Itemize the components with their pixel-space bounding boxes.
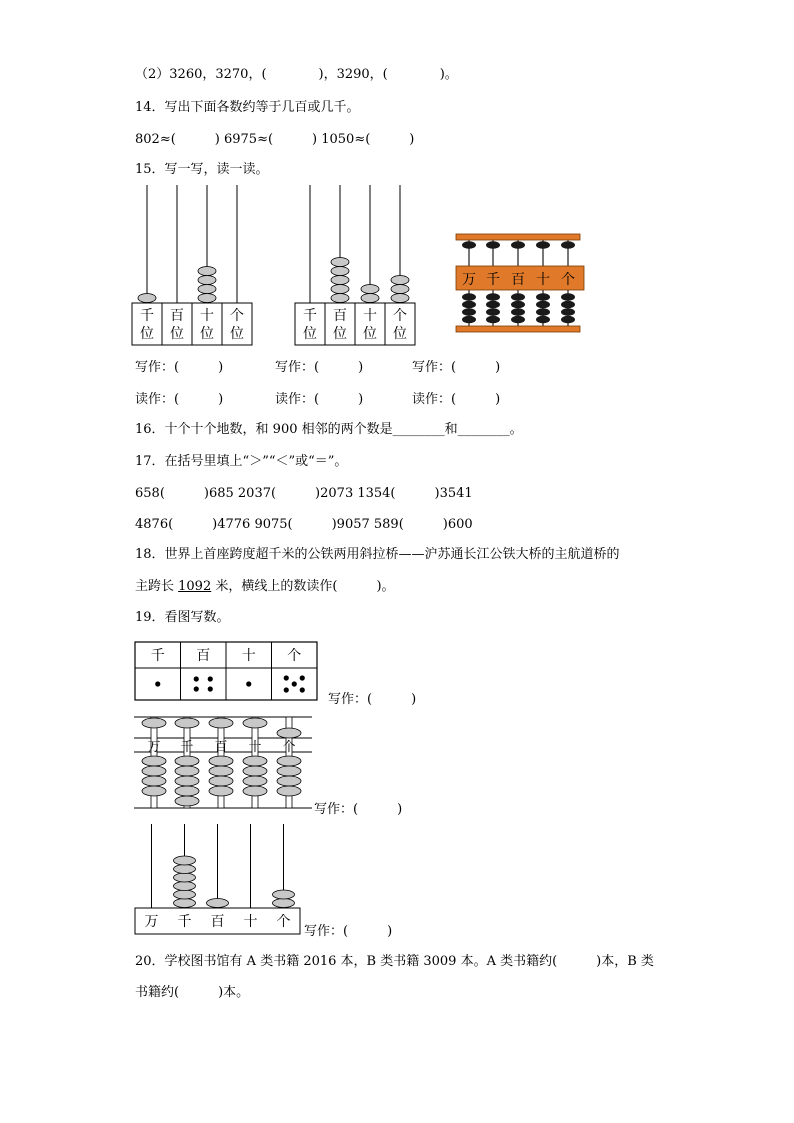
abacus-lower-bead xyxy=(243,756,267,766)
dot-table-dot xyxy=(208,676,213,681)
abacus-label-bottom: 位 xyxy=(393,326,407,342)
abacus-bead xyxy=(391,285,409,294)
abacus-bead xyxy=(198,294,216,303)
abacus-lower-bead xyxy=(243,786,267,796)
abacus-lower-bead xyxy=(175,786,199,796)
abacus-label: 千 xyxy=(180,740,194,755)
abacus-bead xyxy=(273,890,295,899)
suanpan-top-bar xyxy=(456,234,580,240)
suanpan-bottom-bar xyxy=(456,326,580,332)
abacus-bead xyxy=(391,294,409,303)
dot-table-dot xyxy=(284,687,289,692)
q18-prefix: 主跨长 xyxy=(135,579,179,594)
q17-row1: 658( )685 2037( )2073 1354( )3541 xyxy=(135,486,473,501)
suanpan-lower-bead xyxy=(536,293,550,301)
place-value-dot-table xyxy=(134,641,320,705)
q15-write-2: 写作：( ) xyxy=(275,360,364,375)
suanpan-abacus xyxy=(452,230,592,340)
suanpan-lower-bead xyxy=(462,293,476,301)
dot-table-dot xyxy=(300,675,305,680)
abacus-bead xyxy=(138,294,156,303)
abacus-bead xyxy=(331,258,349,267)
counting-abacus-5-rods xyxy=(134,824,302,936)
abacus-lower-bead xyxy=(209,776,233,786)
dot-table-dot xyxy=(292,681,297,686)
q13-part2: （2）3260，3270，( )，3290，( )。 xyxy=(135,67,458,82)
abacus-bead xyxy=(174,873,196,882)
suanpan-lower-bead xyxy=(561,316,575,324)
abacus-label: 个 xyxy=(276,914,291,930)
abacus-bead xyxy=(331,276,349,285)
dot-table-dot xyxy=(155,681,160,686)
abacus-label-top: 个 xyxy=(393,308,407,324)
abacus-label: 个 xyxy=(282,740,296,755)
suanpan-lower-bead xyxy=(486,308,500,316)
suanpan-lower-bead xyxy=(536,301,550,309)
abacus-label-bottom: 位 xyxy=(140,326,154,342)
abacus-label-top: 百 xyxy=(170,308,184,324)
suanpan-lower-bead xyxy=(511,293,525,301)
q19-write-1: 写作：( ) xyxy=(328,692,417,707)
abacus-lower-bead xyxy=(142,756,166,766)
suanpan-lower-bead xyxy=(486,316,500,324)
abacus-bead xyxy=(174,899,196,908)
abacus-bead xyxy=(174,856,196,865)
q18-underlined-number: 1092 xyxy=(178,579,212,594)
abacus-bead xyxy=(198,276,216,285)
suanpan-upper-bead xyxy=(536,241,550,249)
abacus-label: 万 xyxy=(147,740,161,755)
suanpan-lower-bead xyxy=(561,301,575,309)
abacus-label-bottom: 位 xyxy=(170,326,184,342)
abacus-label-bottom: 位 xyxy=(230,326,244,342)
abacus-lower-bead xyxy=(175,796,199,806)
suanpan-upper-bead xyxy=(486,241,500,249)
suanpan-upper-bead xyxy=(462,241,476,249)
abacus-bead xyxy=(331,267,349,276)
dot-table-header: 千 xyxy=(150,648,165,664)
suanpan-lower-bead xyxy=(511,308,525,316)
abacus-lower-bead xyxy=(277,766,301,776)
abacus-label: 十 xyxy=(248,740,262,755)
dot-table-dot xyxy=(208,686,213,691)
abacus-lower-bead xyxy=(209,786,233,796)
abacus-label: 千 xyxy=(177,914,192,930)
abacus-label-top: 十 xyxy=(200,308,214,324)
suanpan-lower-bead xyxy=(462,316,476,324)
abacus-thousands-hundreds-1 xyxy=(130,185,262,350)
abacus-label-top: 百 xyxy=(333,308,347,324)
abacus-label: 百 xyxy=(214,740,228,755)
suanpan-label: 千 xyxy=(486,272,500,288)
abacus-lower-bead xyxy=(142,786,166,796)
abacus-upper-bead xyxy=(175,718,199,728)
suanpan-upper-bead xyxy=(561,241,575,249)
abacus-label-top: 十 xyxy=(363,308,377,324)
abacus-bead xyxy=(207,899,229,908)
suanpan-lower-bead xyxy=(536,316,550,324)
abacus-lower-bead xyxy=(175,776,199,786)
abacus-lower-bead xyxy=(243,766,267,776)
abacus-label-top: 千 xyxy=(140,308,154,324)
q15-write-1: 写作：( ) xyxy=(135,360,224,375)
dot-table-dot xyxy=(300,687,305,692)
abacus-label: 十 xyxy=(243,914,258,930)
suanpan-lower-bead xyxy=(462,301,476,309)
dot-table-header: 个 xyxy=(287,648,302,664)
abacus-label-bottom: 位 xyxy=(303,326,317,342)
suanpan-lower-bead xyxy=(486,293,500,301)
abacus-lower-bead xyxy=(209,756,233,766)
abacus-thousands-hundreds-2 xyxy=(293,185,425,350)
q18-suffix: 米，横线上的数读作( )。 xyxy=(211,579,395,594)
abacus-bead xyxy=(331,285,349,294)
abacus-lower-bead xyxy=(142,776,166,786)
abacus-bead xyxy=(361,294,379,303)
q15-read-1: 读作：( ) xyxy=(135,392,224,407)
q15-title: 15．写一写，读一读。 xyxy=(135,162,269,177)
suanpan-lower-bead xyxy=(511,316,525,324)
q15-write-3: 写作：( ) xyxy=(412,360,501,375)
abacus-upper-bead xyxy=(243,718,267,728)
suanpan-lower-bead xyxy=(536,308,550,316)
abacus-bead xyxy=(273,899,295,908)
abacus-lower-bead xyxy=(209,766,233,776)
dot-table-header: 百 xyxy=(196,648,211,664)
abacus-lower-bead xyxy=(277,776,301,786)
q18-line1: 18．世界上首座跨度超千米的公铁两用斜拉桥——沪苏通长江公铁大桥的主航道桥的 xyxy=(135,547,620,562)
abacus-upper-bead xyxy=(209,718,233,728)
q15-read-2: 读作：( ) xyxy=(275,392,364,407)
gray-suanpan-abacus xyxy=(134,714,314,814)
q19-write-3: 写作：( ) xyxy=(304,924,393,939)
abacus-lower-bead xyxy=(175,766,199,776)
abacus-upper-bead xyxy=(142,718,166,728)
dot-table-dot xyxy=(194,676,199,681)
q19-title: 19．看图写数。 xyxy=(135,610,230,625)
abacus-label-top: 千 xyxy=(303,308,317,324)
abacus-bead xyxy=(361,285,379,294)
dot-table-dot xyxy=(246,681,251,686)
suanpan-label: 十 xyxy=(536,272,550,288)
abacus-bead xyxy=(174,865,196,874)
abacus-label-bottom: 位 xyxy=(363,326,377,342)
suanpan-lower-bead xyxy=(486,301,500,309)
abacus-bead xyxy=(174,890,196,899)
abacus-label-bottom: 位 xyxy=(333,326,347,342)
dot-table-dot xyxy=(284,675,289,680)
abacus-bead xyxy=(331,294,349,303)
q16: 16．十个十个地数，和 900 相邻的两个数是________和________。 xyxy=(135,422,523,437)
suanpan-lower-bead xyxy=(462,308,476,316)
abacus-upper-bead xyxy=(277,728,301,738)
suanpan-lower-bead xyxy=(511,301,525,309)
q15-read-3: 读作：( ) xyxy=(412,392,501,407)
abacus-bead xyxy=(174,882,196,891)
abacus-lower-bead xyxy=(243,776,267,786)
abacus-lower-bead xyxy=(277,786,301,796)
abacus-bead xyxy=(198,267,216,276)
q14-items: 802≈( ) 6975≈( ) 1050≈( ) xyxy=(135,132,415,147)
q18-line2 xyxy=(135,579,395,595)
abacus-label: 万 xyxy=(144,914,159,930)
abacus-label-top: 个 xyxy=(230,308,244,324)
abacus-lower-bead xyxy=(142,766,166,776)
suanpan-lower-bead xyxy=(561,308,575,316)
dot-table-header: 十 xyxy=(241,648,256,664)
q14-title: 14．写出下面各数约等于几百或几千。 xyxy=(135,100,360,115)
q20-line2: 书籍约( )本。 xyxy=(135,985,250,1000)
abacus-bead xyxy=(391,276,409,285)
abacus-lower-bead xyxy=(277,756,301,766)
suanpan-label: 百 xyxy=(511,272,525,288)
abacus-lower-bead xyxy=(175,756,199,766)
q17-row2: 4876( )4776 9075( )9057 589( )600 xyxy=(135,517,473,532)
abacus-label-bottom: 位 xyxy=(200,326,214,342)
abacus-label: 百 xyxy=(210,914,225,930)
suanpan-upper-bead xyxy=(511,241,525,249)
suanpan-label: 个 xyxy=(561,272,575,288)
suanpan-label: 万 xyxy=(462,272,476,288)
abacus-bead xyxy=(198,285,216,294)
suanpan-lower-bead xyxy=(561,293,575,301)
q19-write-2: 写作：( ) xyxy=(314,802,403,817)
dot-table-dot xyxy=(194,686,199,691)
q17-title: 17．在括号里填上“＞”“＜”或“＝”。 xyxy=(135,454,348,469)
q20-line1: 20．学校图书馆有 A 类书籍 2016 本，B 类书籍 3009 本。A 类书籍约( )本，B 类 xyxy=(135,954,654,969)
